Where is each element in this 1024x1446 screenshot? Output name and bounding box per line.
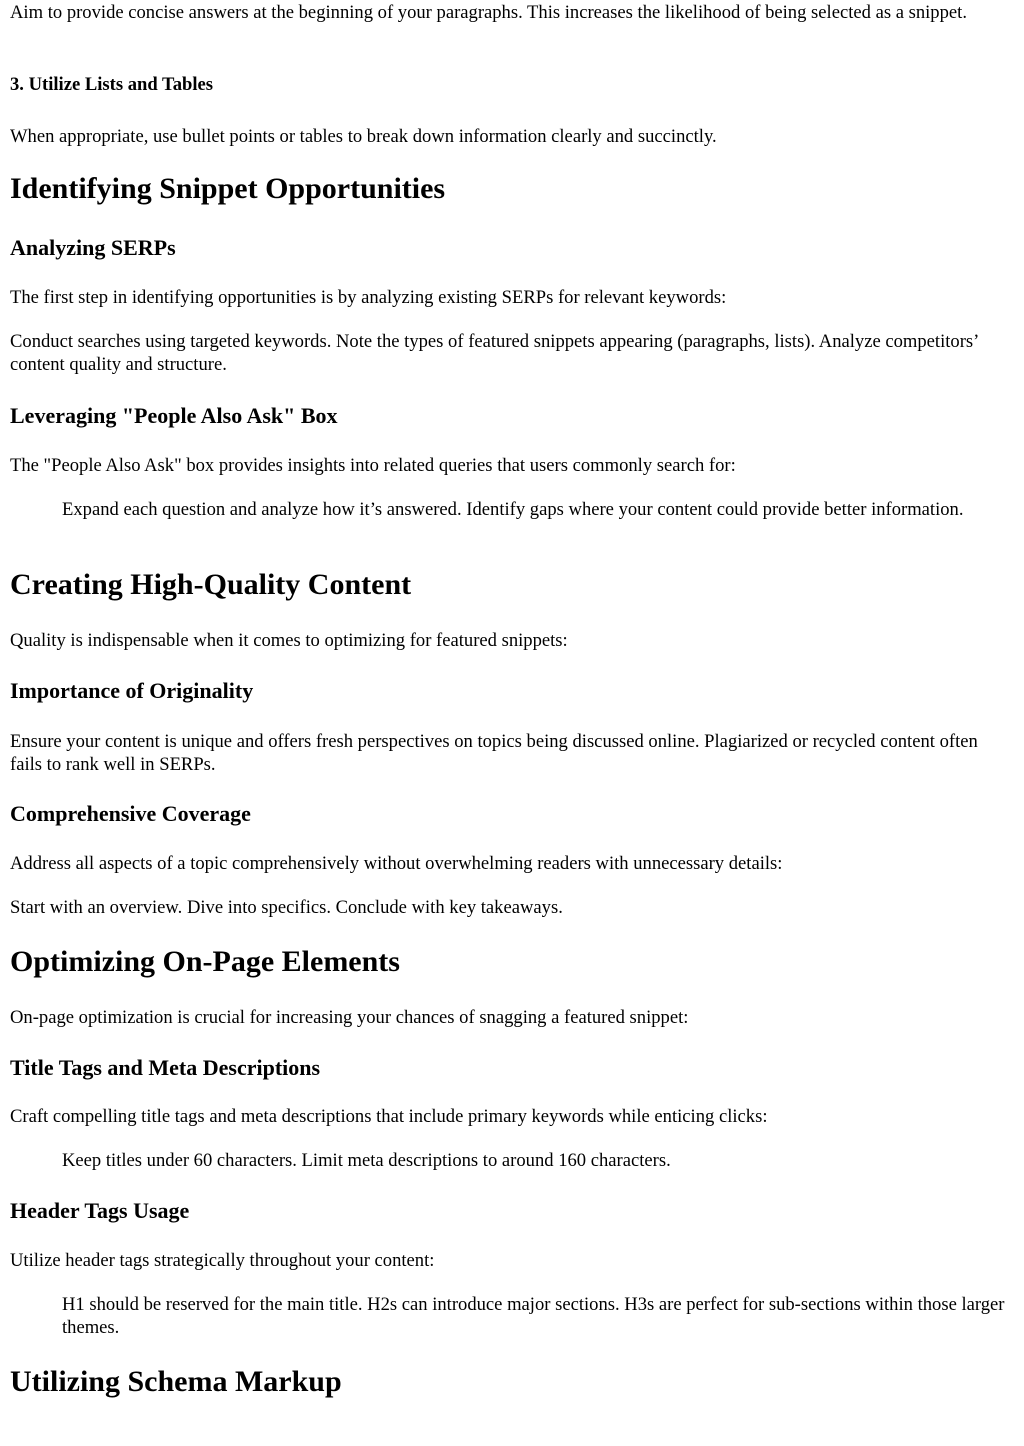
analyzing-serps-paragraph: The first step in identifying opportunities is by analyzing existing SERPs for relevant keywords: bbox=[10, 287, 727, 308]
coverage-paragraph: Address all aspects of a topic comprehensively without overwhelming readers with unnecessary details: bbox=[10, 853, 783, 874]
title-tags-heading: Title Tags and Meta Descriptions bbox=[10, 1055, 321, 1080]
header-tags-heading: Header Tags Usage bbox=[10, 1198, 190, 1223]
analyzing-serps-heading: Analyzing SERPs bbox=[10, 235, 176, 260]
header-tags-quote: H1 should be reserved for the main title. H2s can introduce major sections. H3s are perfect for sub-sections within those larger themes. bbox=[62, 1294, 1005, 1338]
identifying-opportunities-heading: Identifying Snippet Opportunities bbox=[10, 172, 446, 205]
intro-paragraph: Aim to provide concise answers at the beginning of your paragraphs. This increases the likelihood of being selected as a snippet. bbox=[10, 2, 967, 23]
creating-content-heading: Creating High-Quality Content bbox=[10, 568, 412, 601]
coverage-steps-paragraph: Start with an overview. Dive into specifics. Conclude with key takeaways. bbox=[10, 897, 563, 918]
lists-tables-paragraph: When appropriate, use bullet points or tables to break down information clearly and succinctly. bbox=[10, 126, 717, 147]
header-tags-paragraph: Utilize header tags strategically throughout your content: bbox=[10, 1250, 435, 1271]
people-also-ask-paragraph: The "People Also Ask" box provides insights into related queries that users commonly search for: bbox=[10, 455, 736, 476]
people-also-ask-quote: Expand each question and analyze how it’s answered. Identify gaps where your content could provide better information. bbox=[62, 499, 964, 520]
onpage-elements-heading: Optimizing On-Page Elements bbox=[10, 945, 400, 978]
people-also-ask-heading: Leveraging "People Also Ask" Box bbox=[10, 403, 338, 428]
originality-heading: Importance of Originality bbox=[10, 678, 254, 703]
analyzing-serps-steps-paragraph: Conduct searches using targeted keywords. Note the types of featured snippets appearing (paragraphs, lists). Analyze competitors’ content quality and structure. bbox=[10, 331, 978, 375]
originality-paragraph: Ensure your content is unique and offers fresh perspectives on topics being discussed online. Plagiarized or recycled content often fails to rank well in SERPs. bbox=[10, 731, 978, 775]
coverage-heading: Comprehensive Coverage bbox=[10, 801, 251, 826]
creating-content-paragraph: Quality is indispensable when it comes to optimizing for featured snippets: bbox=[10, 630, 568, 651]
lists-tables-heading: 3. Utilize Lists and Tables bbox=[10, 74, 214, 95]
onpage-elements-paragraph: On-page optimization is crucial for increasing your chances of snagging a featured snippet: bbox=[10, 1007, 689, 1028]
title-tags-quote: Keep titles under 60 characters. Limit meta descriptions to around 160 characters. bbox=[62, 1150, 671, 1171]
title-tags-paragraph: Craft compelling title tags and meta descriptions that include primary keywords while enticing clicks: bbox=[10, 1106, 768, 1127]
schema-markup-heading: Utilizing Schema Markup bbox=[10, 1365, 342, 1398]
